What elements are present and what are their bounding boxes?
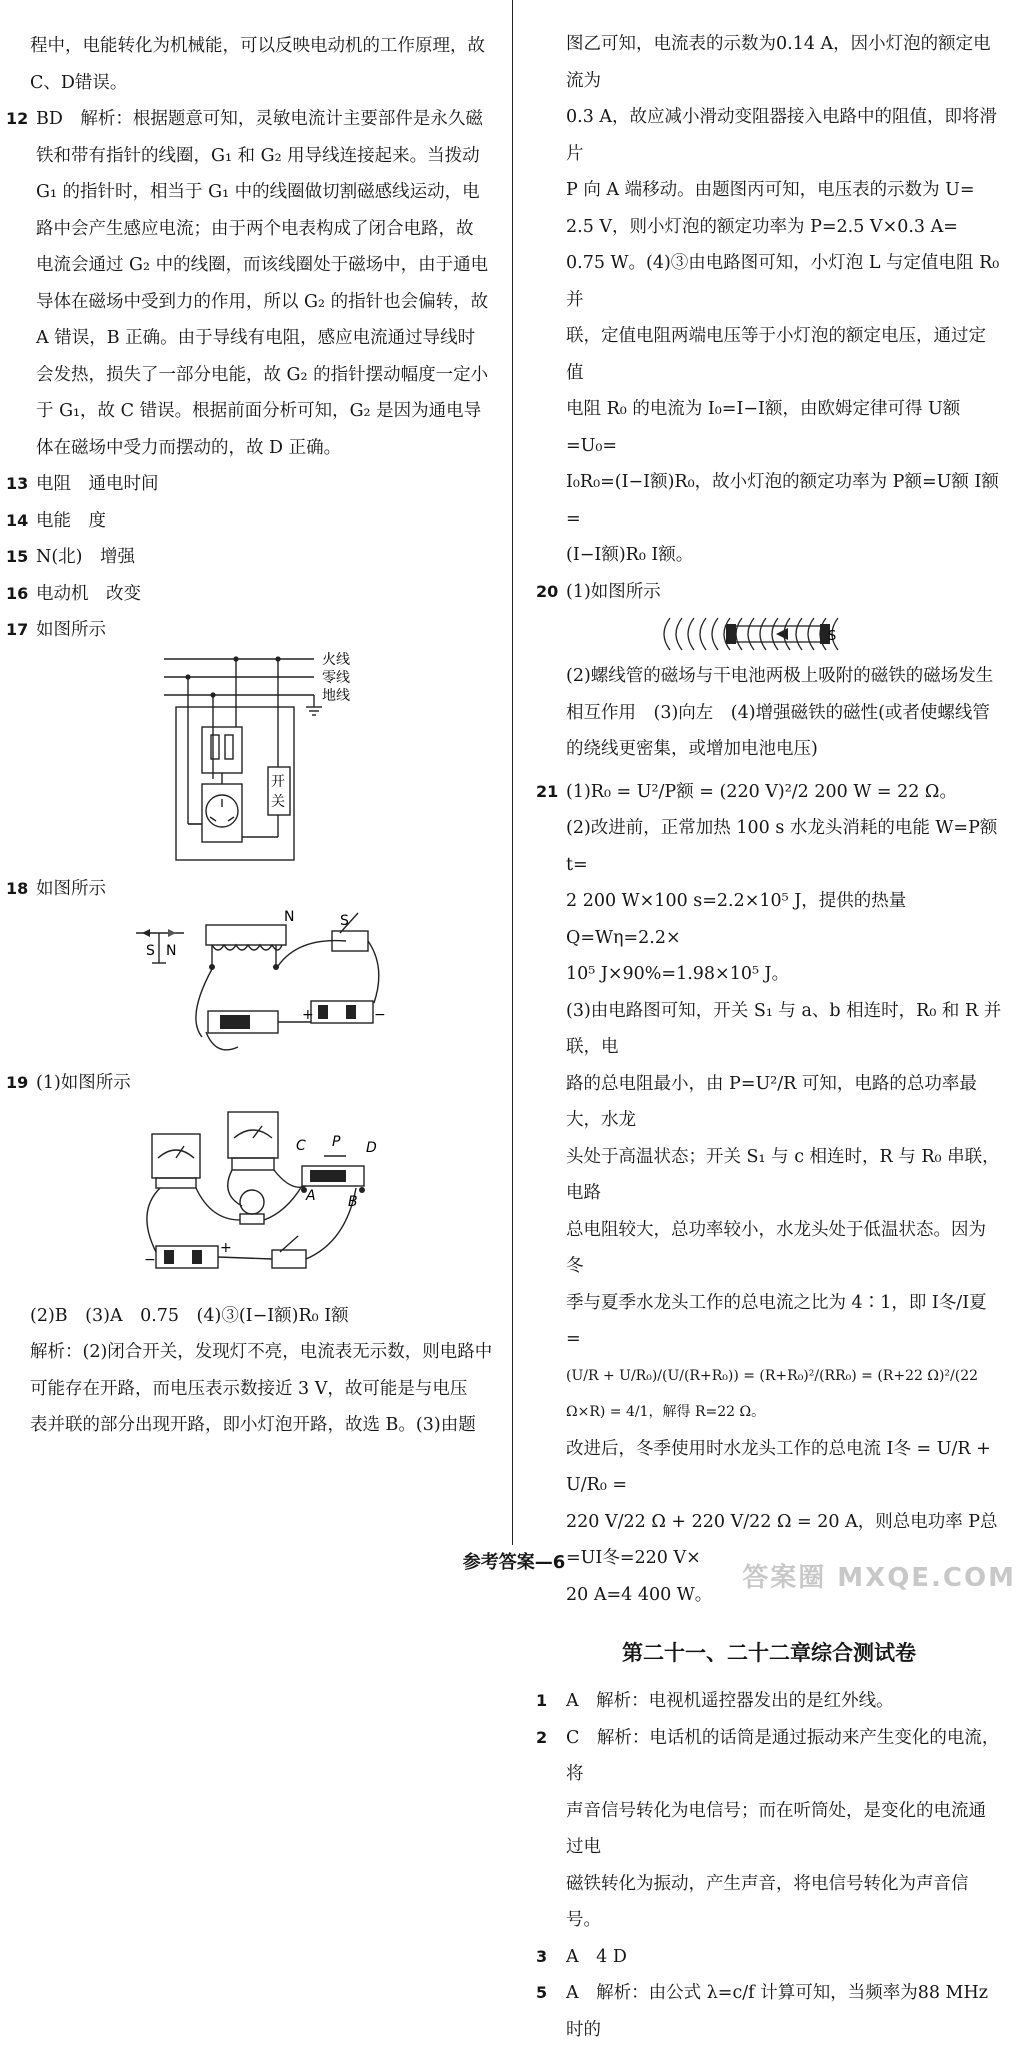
label-compass-s: S <box>146 943 155 959</box>
question-14 <box>6 503 496 540</box>
answer-text: N(北) 增强 <box>36 547 135 567</box>
figure-18-electromagnet <box>6 907 496 1065</box>
question-number: 15 <box>6 547 29 566</box>
label-minus: − <box>144 1251 156 1268</box>
question-number: 19 <box>6 1073 29 1092</box>
answer-text: A 解析：电视机遥控器发出的是红外线。 <box>566 1691 894 1711</box>
household-circuit-diagram <box>6 649 496 871</box>
answer-text: A 解析：由公式 λ=c/f 计算可知，当频率为88 MHz时的 <box>566 1983 988 2040</box>
cont-line: (I−I额)R₀ I额。 <box>566 545 694 565</box>
label-n-pole: N <box>284 909 295 925</box>
compass-needle-n <box>168 929 176 937</box>
figure-19-power-circuit <box>6 1102 496 1298</box>
answer-line: G₁ 的指针时，相当于 G₁ 中的线圈做切割磁感线运动，电 <box>36 182 480 202</box>
question-number: 2 <box>536 1727 548 1747</box>
junction-dot <box>185 674 190 679</box>
answer-line: A 错误，B 正确。由于导线有电阻，感应电流通过导线时 <box>36 328 476 348</box>
q20-line: 相互作用 (3)向左 (4)增强磁铁的磁性(或者使螺线管 <box>566 702 990 723</box>
q19-answers: (2)B (3)A 0.75 (4)③(I−I额)R₀ I额 <box>30 1305 349 1326</box>
question-18 <box>6 871 496 908</box>
cont-line: 0.3 A，故应减小滑动变阻器接入电路中的阻值，即将滑片 <box>566 107 998 164</box>
q21-line: 头处于高温状态；开关 S₁ 与 c 相连时，R 与 R₀ 串联，电路 <box>566 1146 1000 1203</box>
answer-line: 路中会产生感应电流；由于两个电表构成了闭合电路，故 <box>36 218 474 239</box>
page-footer: 参考答案—6 <box>462 1552 566 1573</box>
question-13 <box>6 466 496 503</box>
figure-20-solenoid <box>536 610 1002 658</box>
column-divider <box>512 0 513 1545</box>
question-12 <box>6 101 496 466</box>
answer-text: A 4 D <box>566 1946 627 1967</box>
section-title: 第二十一、二十二章综合测试卷 <box>622 1641 916 1665</box>
q20-line: (2)螺线管的磁场与干电池两极上吸附的磁铁的磁场发生 <box>566 666 994 686</box>
question-s2 <box>536 1720 1002 1939</box>
q21-line: 220 V/22 Ω + 220 V/22 Ω = 20 A，则总电功率 P总=UI冬=220 V× <box>566 1511 998 1568</box>
junction-dot <box>210 692 215 697</box>
q21-line: (2)改进前，正常加热 100 s 水龙头消耗的电能 W=P额 t= <box>566 818 998 875</box>
question-number: 18 <box>6 878 29 898</box>
question-number: 3 <box>536 1946 548 1966</box>
question-number: 1 <box>536 1691 548 1710</box>
question-17 <box>6 612 496 649</box>
compass-needle-s <box>142 929 150 937</box>
answer-line: BD 解析：根据题意可知，灵敏电流计主要部件是永久磁 <box>36 109 483 129</box>
q19-analysis-1: 解析：(2)闭合开关，发现灯不亮，电流表无示数，则电路中 <box>30 1342 493 1362</box>
cont-line: 联，定值电阻两端电压等于小灯泡的额定电压，通过定值 <box>566 326 986 383</box>
cont-line: 图乙可知，电流表的示数为0.14 A，因小灯泡的额定电流为 <box>566 34 991 91</box>
label-fire-line: 火线 <box>322 651 350 668</box>
q21-line: 20 A=4 400 W。 <box>566 1584 713 1605</box>
q21-line: (U/R + U/R₀)/(U/(R+R₀)) = (R+R₀)²/(RR₀) = (R+22 Ω)²/(22 Ω×R) = 4/1，解得 R=22 Ω。 <box>566 1367 979 1420</box>
figure-17-household-circuit <box>6 649 496 871</box>
label-ground-line: 地线 <box>322 687 350 704</box>
label-plus: + <box>302 1007 314 1023</box>
answer-line: 声音信号转化为电信号；而在听筒处，是变化的电流通过电 <box>566 1800 986 1857</box>
answer-text: (1)如图所示 <box>566 581 661 602</box>
question-19 <box>6 1065 496 1102</box>
answer-text: 电动机 改变 <box>36 583 141 604</box>
question-number: 5 <box>536 1983 548 2002</box>
cont-line: I₀R₀=(I−I额)R₀，故小灯泡的额定功率为 P额=U额 I额= <box>566 472 999 529</box>
right-column <box>536 26 1002 2048</box>
answer-line: C 解析：电话机的话筒是通过振动来产生变化的电流，将 <box>566 1727 1000 1784</box>
answer-text: 电阻 通电时间 <box>36 474 159 494</box>
answer-line: 会发热，损失了一部分电能，故 G₂ 的指针摆动幅度一定小 <box>36 364 489 385</box>
question-s1 <box>536 1683 1002 1720</box>
label-switch-s: S <box>340 913 349 929</box>
label-b: B <box>348 1193 358 1210</box>
q21-line: 改进后，冬季使用时水龙头工作的总电流 I冬 = U/R + U/R₀ = <box>566 1438 991 1495</box>
label-d: D <box>366 1139 377 1156</box>
cont-line: P 向 A 端移动。由题图丙可知，电压表的示数为 U= <box>566 180 975 200</box>
left-column <box>6 28 496 1444</box>
q19-analysis-2: 可能存在开路，而电压表示数接近 3 V，故可能是与电压 <box>30 1378 468 1399</box>
electromagnet-diagram <box>6 907 496 1065</box>
label-a: A <box>306 1187 316 1204</box>
label-neutral-line: 零线 <box>322 669 350 686</box>
label-plus: + <box>220 1239 232 1256</box>
question-s3 <box>536 1939 1002 1976</box>
q21-line: 总电阻较大，总功率较小，水龙头处于低温状态。因为冬 <box>566 1219 986 1276</box>
question-number: 12 <box>6 109 29 128</box>
answer-line: 电流会通过 G₂ 中的线圈，而该线圈处于磁场中，由于通电 <box>36 255 489 275</box>
answer-line: 磁铁转化为振动，产生声音，将电信号转化为声音信号。 <box>566 1873 969 1930</box>
q21-line: 2 200 W×100 s=2.2×10⁵ J，提供的热量 Q=Wη=2.2× <box>566 891 907 948</box>
label-switch-2: 关 <box>271 793 285 810</box>
power-circuit-diagram <box>6 1102 496 1298</box>
q20-line: 的绕线更密集，或增加电池电压) <box>566 739 818 759</box>
junction-dot <box>275 656 280 661</box>
answer-text: 电能 度 <box>36 510 106 531</box>
q21-line: (3)由电路图可知，开关 S₁ 与 a、b 相连时，R₀ 和 R 并联，电 <box>566 1000 1002 1057</box>
q21-line: 路的总电阻最小，由 P=U²/R 可知，电路的总功率最大，水龙 <box>566 1073 977 1130</box>
q21-line: 季与夏季水龙头工作的总电流之比为 4∶1，即 I冬/I夏 = <box>566 1292 987 1349</box>
cont-line: 0.75 W。(4)③由电路图可知，小灯泡 L 与定值电阻 R₀ 并 <box>566 253 1000 310</box>
answer-text: 如图所示 <box>36 620 106 640</box>
label-p: P <box>332 1133 341 1150</box>
answer-text: (1)如图所示 <box>36 1073 131 1093</box>
answer-text: 如图所示 <box>36 878 106 899</box>
label-compass-n: N <box>166 943 177 959</box>
q19-analysis-3: 表并联的部分出现开路，即小灯泡开路，故选 B。(3)由题 <box>30 1415 476 1435</box>
q21-line: 10⁵ J×90%=1.98×10⁵ J。 <box>566 964 790 984</box>
question-number: 21 <box>536 781 559 801</box>
label-minus: − <box>374 1007 386 1023</box>
question-21 <box>536 774 1002 811</box>
question-number: 17 <box>6 620 29 639</box>
intro-line-2: C、D错误。 <box>30 72 128 93</box>
question-s5 <box>536 1975 1002 2048</box>
answer-line: 铁和带有指针的线圈，G₁ 和 G₂ 用导线连接起来。当拨动 <box>36 145 480 166</box>
watermark: 答案圈 MXQE.COM <box>742 1563 1016 1593</box>
question-15 <box>6 539 496 576</box>
label-c: C <box>296 1137 306 1154</box>
label-switch-1: 开 <box>271 773 285 790</box>
answer-line: 体在磁场中受力而摆动的，故 D 正确。 <box>36 437 342 458</box>
cont-line: 2.5 V，则小灯泡的额定功率为 P=2.5 V×0.3 A= <box>566 216 958 237</box>
question-16 <box>6 576 496 613</box>
question-20 <box>536 574 1002 611</box>
answer-line: 导体在磁场中受到力的作用，所以 G₂ 的指针也会偏转，故 <box>36 291 489 312</box>
cont-line: 电阻 R₀ 的电流为 I₀=I−I额，由欧姆定律可得 U额=U₀= <box>566 399 961 456</box>
solenoid-diagram <box>536 610 1002 658</box>
question-number: 14 <box>6 510 29 530</box>
junction-dot <box>233 656 238 661</box>
intro-line-1: 程中，电能转化为机械能，可以反映电动机的工作原理，故 <box>30 36 485 56</box>
question-number: 13 <box>6 474 29 493</box>
answer-text: (1)R₀ = U²/P额 = (220 V)²/2 200 W = 22 Ω。 <box>566 781 957 802</box>
question-number: 20 <box>536 581 559 601</box>
label-s: S <box>828 629 837 644</box>
answer-line: 于 G₁，故 C 错误。根据前面分析可知，G₂ 是因为通电导 <box>36 401 482 421</box>
question-number: 16 <box>6 583 29 603</box>
